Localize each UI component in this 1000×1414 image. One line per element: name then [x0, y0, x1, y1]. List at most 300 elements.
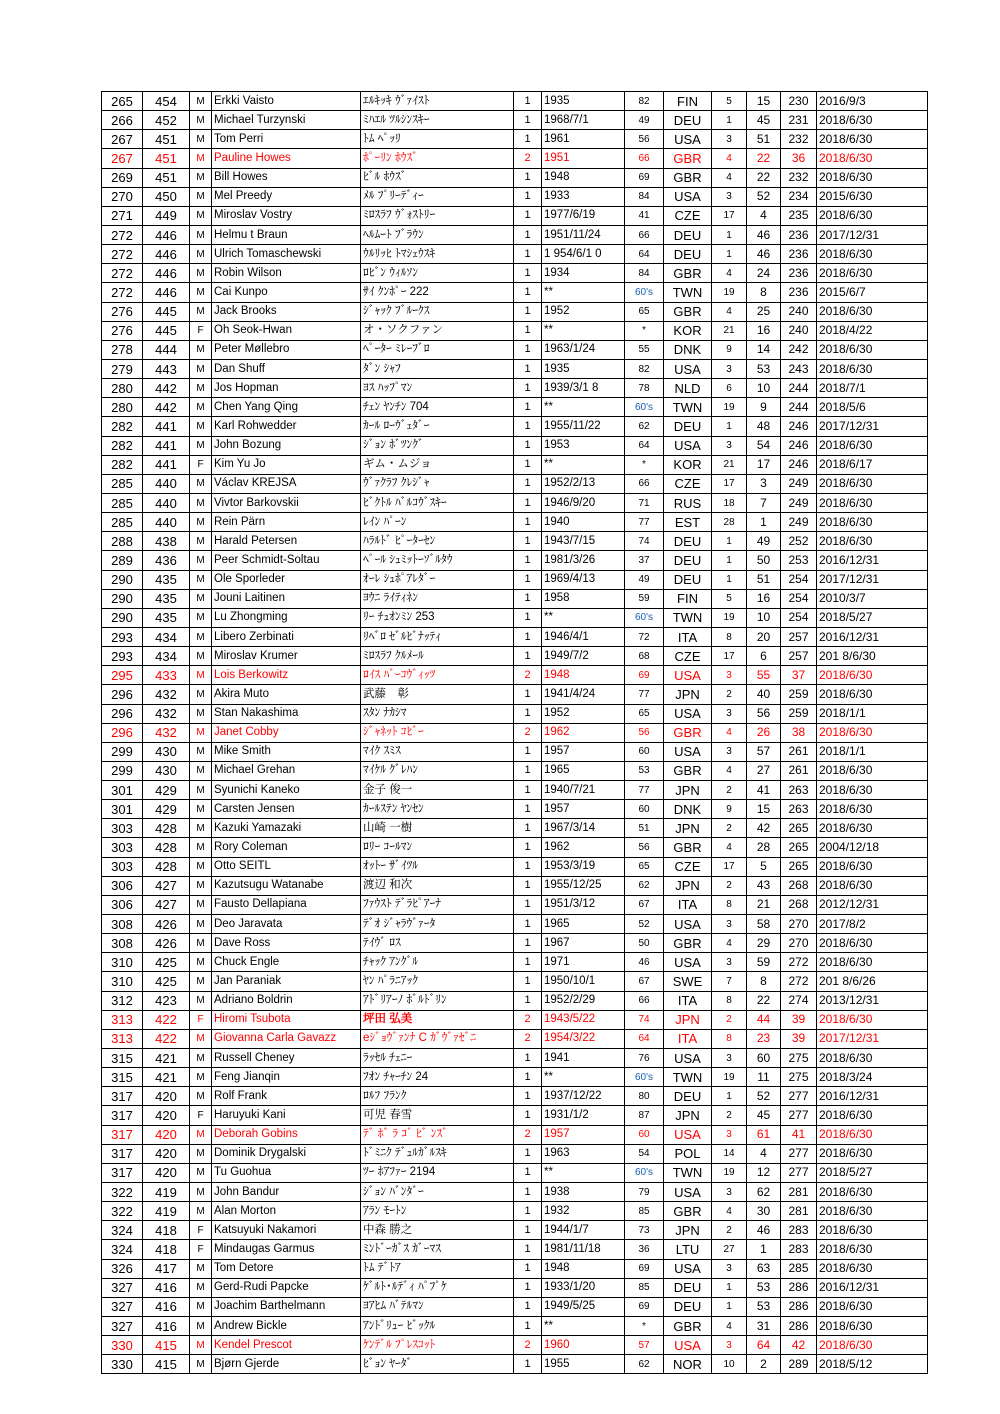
table-row — [102, 876, 928, 895]
date-cell: 2018/6/30 — [817, 206, 928, 225]
katakana-name-cell: 山崎 一樹 — [361, 819, 514, 838]
birthdate-cell: 1957 — [542, 1125, 625, 1144]
category-cell: 1 — [514, 225, 542, 244]
gender-cell: M — [190, 1297, 212, 1316]
category-cell: 1 — [514, 991, 542, 1010]
gender-cell: M — [190, 206, 212, 225]
table-row — [102, 1221, 928, 1240]
group-rank-cell: 231 — [781, 111, 817, 130]
country-cell: USA — [664, 742, 712, 761]
age-cell: 62 — [625, 876, 664, 895]
birthdate-cell: 1953 — [542, 436, 625, 455]
country-rank-cell: 41 — [747, 781, 781, 800]
katakana-name-cell: ｻｲ ｸﾝﾎﾟｰ 222 — [361, 283, 514, 302]
group-rank-cell: 286 — [781, 1278, 817, 1297]
country-cell: GBR — [664, 934, 712, 953]
table-row — [102, 1106, 928, 1125]
score-cell: 416 — [143, 1317, 190, 1336]
rank-cell: 317 — [102, 1087, 143, 1106]
group-rank-cell: 274 — [781, 991, 817, 1010]
age-cell: 64 — [625, 436, 664, 455]
age-cell: 36 — [625, 1240, 664, 1259]
gender-cell: F — [190, 1010, 212, 1029]
age-cell: 62 — [625, 1355, 664, 1374]
group-rank-cell: 272 — [781, 972, 817, 991]
katakana-name-cell: ｹﾞﾙﾄ･ﾙﾃﾞｨ ﾊﾟﾌﾟｹ — [361, 1278, 514, 1297]
country-rank-cell: 22 — [747, 168, 781, 187]
country-code-cell: 4 — [712, 264, 747, 283]
katakana-name-cell: ﾁｪﾝ ﾔﾝﾁﾝ 704 — [361, 398, 514, 417]
category-cell: 1 — [514, 130, 542, 149]
group-rank-cell: 36 — [781, 149, 817, 168]
date-cell: 2015/6/7 — [817, 283, 928, 302]
gender-cell: F — [190, 321, 212, 340]
name-cell: Erkki Vaisto — [212, 92, 361, 111]
country-code-cell: 3 — [712, 1049, 747, 1068]
table-row — [102, 857, 928, 876]
katakana-name-cell: ﾄﾞﾐﾆｸ ﾃﾞｭﾙｶﾞﾙｽｷ — [361, 1144, 514, 1163]
name-cell: Miroslav Vostry — [212, 206, 361, 225]
country-rank-cell: 46 — [747, 225, 781, 244]
gender-cell: M — [190, 1125, 212, 1144]
category-cell: 1 — [514, 608, 542, 627]
country-rank-cell: 26 — [747, 723, 781, 742]
katakana-name-cell: ﾖｱﾋﾑ ﾊﾞﾃﾙﾏﾝ — [361, 1297, 514, 1316]
category-cell: 2 — [514, 1029, 542, 1048]
table-row — [102, 1297, 928, 1316]
katakana-name-cell: ﾐﾛｽﾗﾌ ｸﾙﾒｰﾙ — [361, 647, 514, 666]
katakana-name-cell: ﾖｳﾆ ﾗｲﾃｨﾈﾝ — [361, 589, 514, 608]
table-row — [102, 589, 928, 608]
rank-cell: 272 — [102, 245, 143, 264]
country-cell: USA — [664, 187, 712, 206]
age-cell: 56 — [625, 130, 664, 149]
country-rank-cell: 1 — [747, 1240, 781, 1259]
category-cell: 1 — [514, 819, 542, 838]
table-row — [102, 1010, 928, 1029]
rank-cell: 324 — [102, 1221, 143, 1240]
date-cell: 2018/6/30 — [817, 800, 928, 819]
katakana-name-cell: ﾋﾞｸﾄﾙ ﾊﾞﾙｺｳﾞｽｷｰ — [361, 493, 514, 512]
table-row — [102, 1144, 928, 1163]
group-rank-cell: 275 — [781, 1049, 817, 1068]
country-rank-cell: 54 — [747, 436, 781, 455]
name-cell: Russell Cheney — [212, 1049, 361, 1068]
country-code-cell: 19 — [712, 283, 747, 302]
name-cell: Dan Shuff — [212, 359, 361, 378]
gender-cell: F — [190, 455, 212, 474]
country-cell: DEU — [664, 570, 712, 589]
birthdate-cell: 1951 — [542, 149, 625, 168]
birthdate-cell: 1977/6/19 — [542, 206, 625, 225]
birthdate-cell: 1941/4/24 — [542, 685, 625, 704]
age-cell: 59 — [625, 589, 664, 608]
group-rank-cell: 257 — [781, 627, 817, 646]
table-row — [102, 991, 928, 1010]
group-rank-cell: 39 — [781, 1010, 817, 1029]
birthdate-cell: 1948 — [542, 1259, 625, 1278]
score-cell: 419 — [143, 1202, 190, 1221]
group-rank-cell: 268 — [781, 895, 817, 914]
birthdate-cell: 1946/4/1 — [542, 627, 625, 646]
score-cell: 444 — [143, 340, 190, 359]
country-code-cell: 4 — [712, 149, 747, 168]
age-cell: 41 — [625, 206, 664, 225]
name-cell: Robin Wilson — [212, 264, 361, 283]
rank-cell: 266 — [102, 111, 143, 130]
table-row — [102, 972, 928, 991]
date-cell: 2016/12/31 — [817, 551, 928, 570]
rank-cell: 306 — [102, 876, 143, 895]
country-cell: JPN — [664, 876, 712, 895]
country-code-cell: 17 — [712, 857, 747, 876]
age-cell: 78 — [625, 379, 664, 398]
group-rank-cell: 281 — [781, 1202, 817, 1221]
rank-cell: 267 — [102, 130, 143, 149]
group-rank-cell: 240 — [781, 321, 817, 340]
category-cell: 1 — [514, 876, 542, 895]
country-code-cell: 1 — [712, 245, 747, 264]
country-code-cell: 5 — [712, 589, 747, 608]
gender-cell: F — [190, 1106, 212, 1125]
name-cell: Tom Perri — [212, 130, 361, 149]
category-cell: 1 — [514, 455, 542, 474]
table-row — [102, 570, 928, 589]
rank-cell: 312 — [102, 991, 143, 1010]
age-cell: 84 — [625, 264, 664, 283]
katakana-name-cell: ｼﾞｬﾈｯﾄ ｺﾋﾞｰ — [361, 723, 514, 742]
gender-cell: M — [190, 168, 212, 187]
age-cell: 85 — [625, 1202, 664, 1221]
rank-cell: 280 — [102, 398, 143, 417]
category-cell: 1 — [514, 1317, 542, 1336]
katakana-name-cell: ﾋﾞﾙ ﾎｳｽﾞ — [361, 168, 514, 187]
age-cell: 85 — [625, 1278, 664, 1297]
table-row — [102, 742, 928, 761]
score-cell: 415 — [143, 1355, 190, 1374]
name-cell: Dominik Drygalski — [212, 1144, 361, 1163]
country-cell: DEU — [664, 1278, 712, 1297]
country-rank-cell: 21 — [747, 895, 781, 914]
score-cell: 452 — [143, 111, 190, 130]
score-cell: 441 — [143, 455, 190, 474]
country-code-cell: 1 — [712, 1278, 747, 1297]
category-cell: 1 — [514, 685, 542, 704]
country-rank-cell: 56 — [747, 704, 781, 723]
rank-cell: 296 — [102, 723, 143, 742]
score-cell: 426 — [143, 915, 190, 934]
date-cell: 2018/6/30 — [817, 130, 928, 149]
country-code-cell: 3 — [712, 915, 747, 934]
name-cell: Kazuki Yamazaki — [212, 819, 361, 838]
category-cell: 1 — [514, 436, 542, 455]
country-rank-cell: 22 — [747, 991, 781, 1010]
katakana-name-cell: ﾛﾘｰ ｺｰﾙﾏﾝ — [361, 838, 514, 857]
rank-cell: 324 — [102, 1240, 143, 1259]
country-cell: EST — [664, 513, 712, 532]
table-row — [102, 1087, 928, 1106]
age-cell: 37 — [625, 551, 664, 570]
gender-cell: M — [190, 1278, 212, 1297]
table-row — [102, 953, 928, 972]
table-row — [102, 1259, 928, 1278]
katakana-name-cell: ﾀﾞﾝ ｼｬﾌ — [361, 359, 514, 378]
category-cell: 1 — [514, 1202, 542, 1221]
date-cell: 2018/6/30 — [817, 493, 928, 512]
date-cell: 2018/6/30 — [817, 1297, 928, 1316]
age-cell: 54 — [625, 1144, 664, 1163]
name-cell: Ole Sporleder — [212, 570, 361, 589]
ranking-table — [101, 91, 928, 1374]
gender-cell: M — [190, 1087, 212, 1106]
age-cell: 66 — [625, 474, 664, 493]
country-cell: GBR — [664, 264, 712, 283]
country-cell: USA — [664, 953, 712, 972]
gender-cell: M — [190, 187, 212, 206]
score-cell: 425 — [143, 972, 190, 991]
country-code-cell: 17 — [712, 474, 747, 493]
katakana-name-cell: ﾘﾍﾞﾛ ｾﾞﾙﾋﾞﾅｯﾃｨ — [361, 627, 514, 646]
katakana-name-cell: ｴﾙｷｯｷ ｳﾞｧｲｽﾄ — [361, 92, 514, 111]
birthdate-cell: 1940 — [542, 513, 625, 532]
score-cell: 438 — [143, 532, 190, 551]
country-rank-cell: 15 — [747, 92, 781, 111]
country-code-cell: 19 — [712, 1068, 747, 1087]
country-rank-cell: 12 — [747, 1163, 781, 1182]
table-row — [102, 398, 928, 417]
score-cell: 422 — [143, 1010, 190, 1029]
gender-cell: M — [190, 513, 212, 532]
rank-cell: 317 — [102, 1106, 143, 1125]
name-cell: Kendel Prescot — [212, 1336, 361, 1355]
katakana-name-cell: ﾖｽ ﾊｯﾌﾟﾏﾝ — [361, 379, 514, 398]
category-cell: 2 — [514, 149, 542, 168]
country-rank-cell: 46 — [747, 245, 781, 264]
group-rank-cell: 37 — [781, 666, 817, 685]
country-cell: JPN — [664, 1221, 712, 1240]
rank-cell: 265 — [102, 92, 143, 111]
score-cell: 440 — [143, 493, 190, 512]
category-cell: 1 — [514, 857, 542, 876]
date-cell: 2017/12/31 — [817, 417, 928, 436]
score-cell: 419 — [143, 1183, 190, 1202]
country-code-cell: 19 — [712, 1163, 747, 1182]
table-row — [102, 264, 928, 283]
country-code-cell: 1 — [712, 570, 747, 589]
name-cell: Vivtor Barkovskii — [212, 493, 361, 512]
katakana-name-cell: ﾋﾞｮﾝ ﾔｰﾀﾞ — [361, 1355, 514, 1374]
country-cell: USA — [664, 1049, 712, 1068]
table-row — [102, 455, 928, 474]
country-rank-cell: 20 — [747, 627, 781, 646]
age-cell: 65 — [625, 302, 664, 321]
gender-cell: M — [190, 972, 212, 991]
age-cell: 67 — [625, 895, 664, 914]
table-row — [102, 1183, 928, 1202]
birthdate-cell: 1943/7/15 — [542, 532, 625, 551]
gender-cell: M — [190, 1068, 212, 1087]
katakana-name-cell: ﾃﾞ ﾎﾞ ﾗ ｺﾞ ﾋﾞ ﾝｽﾞ — [361, 1125, 514, 1144]
country-code-cell: 1 — [712, 1087, 747, 1106]
gender-cell: M — [190, 915, 212, 934]
group-rank-cell: 246 — [781, 436, 817, 455]
name-cell: Syunichi Kaneko — [212, 781, 361, 800]
katakana-name-cell: ｼﾞｮﾝ ﾎﾞﾂﾝｸﾞ — [361, 436, 514, 455]
rank-cell: 296 — [102, 704, 143, 723]
group-rank-cell: 252 — [781, 532, 817, 551]
group-rank-cell: 249 — [781, 513, 817, 532]
country-rank-cell: 44 — [747, 1010, 781, 1029]
category-cell: 1 — [514, 838, 542, 857]
country-code-cell: 4 — [712, 761, 747, 780]
age-cell: 74 — [625, 532, 664, 551]
katakana-name-cell: オ・ソクファン — [361, 321, 514, 340]
date-cell: 2018/6/30 — [817, 168, 928, 187]
score-cell: 427 — [143, 895, 190, 914]
category-cell: 1 — [514, 1087, 542, 1106]
country-rank-cell: 8 — [747, 972, 781, 991]
date-cell: 2018/6/30 — [817, 1240, 928, 1259]
gender-cell: M — [190, 742, 212, 761]
birthdate-cell: 1968/7/1 — [542, 111, 625, 130]
country-cell: TWN — [664, 1068, 712, 1087]
age-cell: 60 — [625, 800, 664, 819]
group-rank-cell: 39 — [781, 1029, 817, 1048]
date-cell: 2018/6/30 — [817, 685, 928, 704]
country-cell: USA — [664, 436, 712, 455]
table-row — [102, 1202, 928, 1221]
category-cell: 1 — [514, 264, 542, 283]
country-cell: GBR — [664, 1317, 712, 1336]
name-cell: Alan Morton — [212, 1202, 361, 1221]
category-cell: 2 — [514, 723, 542, 742]
country-rank-cell: 52 — [747, 1087, 781, 1106]
date-cell: 2018/5/12 — [817, 1355, 928, 1374]
name-cell: Harald Petersen — [212, 532, 361, 551]
name-cell: Akira Muto — [212, 685, 361, 704]
country-code-cell: 3 — [712, 1259, 747, 1278]
gender-cell: M — [190, 398, 212, 417]
birthdate-cell: 1933/1/20 — [542, 1278, 625, 1297]
group-rank-cell: 283 — [781, 1221, 817, 1240]
name-cell: Deborah Gobins — [212, 1125, 361, 1144]
country-rank-cell: 62 — [747, 1183, 781, 1202]
date-cell: 2012/12/31 — [817, 895, 928, 914]
age-cell: 74 — [625, 1010, 664, 1029]
country-rank-cell: 48 — [747, 417, 781, 436]
category-cell: 1 — [514, 359, 542, 378]
country-rank-cell: 59 — [747, 953, 781, 972]
age-cell: 77 — [625, 513, 664, 532]
country-cell: LTU — [664, 1240, 712, 1259]
date-cell: 2018/6/30 — [817, 934, 928, 953]
rank-cell: 289 — [102, 551, 143, 570]
group-rank-cell: 283 — [781, 1240, 817, 1259]
birthdate-cell: 1965 — [542, 761, 625, 780]
date-cell: 2018/6/30 — [817, 761, 928, 780]
table-row — [102, 436, 928, 455]
gender-cell: M — [190, 589, 212, 608]
katakana-name-cell: ｼﾞｮﾝ ﾊﾞﾝﾀﾞｰ — [361, 1183, 514, 1202]
katakana-name-cell: 金子 俊一 — [361, 781, 514, 800]
country-code-cell: 2 — [712, 1221, 747, 1240]
gender-cell: M — [190, 1049, 212, 1068]
age-cell: 66 — [625, 991, 664, 1010]
katakana-name-cell: ﾁｬｯｸ ｱﾝｸﾞﾙ — [361, 953, 514, 972]
birthdate-cell: 1951/11/24 — [542, 225, 625, 244]
date-cell: 2017/12/31 — [817, 570, 928, 589]
rank-cell: 315 — [102, 1068, 143, 1087]
group-rank-cell: 246 — [781, 417, 817, 436]
group-rank-cell: 265 — [781, 819, 817, 838]
date-cell: 2018/5/27 — [817, 608, 928, 627]
katakana-name-cell: ﾛﾙﾌ ﾌﾗﾝｸ — [361, 1087, 514, 1106]
birthdate-cell: 1981/11/18 — [542, 1240, 625, 1259]
country-rank-cell: 1 — [747, 513, 781, 532]
date-cell: 2018/6/30 — [817, 1221, 928, 1240]
table-row — [102, 608, 928, 627]
table-row — [102, 704, 928, 723]
country-cell: DNK — [664, 340, 712, 359]
country-code-cell: 2 — [712, 876, 747, 895]
table-row — [102, 493, 928, 512]
name-cell: Kim Yu Jo — [212, 455, 361, 474]
age-cell: 80 — [625, 1087, 664, 1106]
group-rank-cell: 41 — [781, 1125, 817, 1144]
country-cell: KOR — [664, 455, 712, 474]
date-cell: 2018/6/30 — [817, 1010, 928, 1029]
group-rank-cell: 236 — [781, 225, 817, 244]
birthdate-cell: ** — [542, 455, 625, 474]
country-rank-cell: 53 — [747, 1278, 781, 1297]
name-cell: John Bozung — [212, 436, 361, 455]
score-cell: 435 — [143, 570, 190, 589]
name-cell: Libero Zerbinati — [212, 627, 361, 646]
score-cell: 442 — [143, 398, 190, 417]
age-cell: 87 — [625, 1106, 664, 1125]
table-row — [102, 647, 928, 666]
country-rank-cell: 7 — [747, 493, 781, 512]
rank-cell: 272 — [102, 225, 143, 244]
age-cell: 73 — [625, 1221, 664, 1240]
country-rank-cell: 11 — [747, 1068, 781, 1087]
birthdate-cell: 1953/3/19 — [542, 857, 625, 876]
rank-cell: 276 — [102, 302, 143, 321]
group-rank-cell: 289 — [781, 1355, 817, 1374]
age-cell: 84 — [625, 187, 664, 206]
katakana-name-cell: ﾌｧｳｽﾄ ﾃﾞﾗﾋﾟｱｰﾅ — [361, 895, 514, 914]
category-cell: 1 — [514, 1106, 542, 1125]
name-cell: Hiromi Tsubota — [212, 1010, 361, 1029]
gender-cell: M — [190, 283, 212, 302]
katakana-name-cell: ｽﾀﾝ ﾅｶｼﾏ — [361, 704, 514, 723]
name-cell: Chuck Engle — [212, 953, 361, 972]
birthdate-cell: 1946/9/20 — [542, 493, 625, 512]
name-cell: John Bandur — [212, 1183, 361, 1202]
country-code-cell: 3 — [712, 666, 747, 685]
group-rank-cell: 277 — [781, 1087, 817, 1106]
country-code-cell: 7 — [712, 972, 747, 991]
date-cell: 2018/4/22 — [817, 321, 928, 340]
date-cell: 2018/6/30 — [817, 474, 928, 493]
score-cell: 436 — [143, 551, 190, 570]
score-cell: 422 — [143, 1029, 190, 1048]
birthdate-cell: 1933 — [542, 187, 625, 206]
age-cell: * — [625, 455, 664, 474]
country-cell: ITA — [664, 627, 712, 646]
age-cell: 60's — [625, 1068, 664, 1087]
rank-cell: 317 — [102, 1163, 143, 1182]
